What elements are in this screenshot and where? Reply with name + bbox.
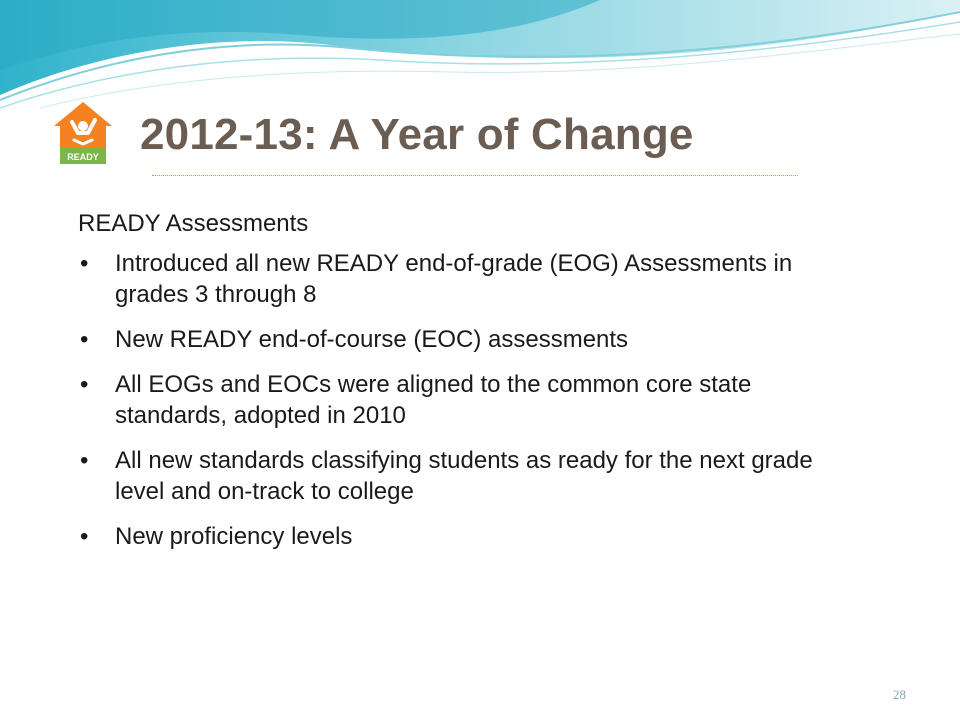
slide-body (78, 208, 838, 566)
bullet-marker: • (80, 523, 89, 550)
bullet-text: Introduced all new READY end-of-grade (EOG) Assessments in grades 3 through 8 (115, 250, 793, 308)
bullet-marker: • (80, 447, 89, 474)
bullet-marker: • (80, 326, 89, 353)
bullet-item (78, 248, 838, 310)
bullet-item (78, 369, 838, 431)
section-heading: READY Assessments (78, 210, 309, 237)
bullet-item (78, 324, 838, 355)
ready-logo (52, 100, 114, 168)
bullet-text: All EOGs and EOCs were aligned to the common core state standards, adopted in 2010 (115, 371, 752, 429)
logo-text: READY (67, 152, 99, 162)
bullet-list (78, 248, 838, 552)
page-number: 28 (893, 687, 906, 702)
bullet-item (78, 445, 838, 507)
bullet-item (78, 521, 838, 552)
title-divider (152, 175, 798, 176)
bullet-marker: • (80, 371, 89, 398)
bullet-text: New READY end-of-course (EOC) assessments (115, 326, 629, 353)
slide-title: 2012-13: A Year of Change (140, 110, 694, 159)
bullet-marker: • (80, 250, 89, 277)
header-wave-decoration (0, 0, 960, 120)
bullet-text: All new standards classifying students as ready for the next grade level and on-track to college (115, 447, 813, 505)
bullet-text: New proficiency levels (115, 523, 353, 550)
